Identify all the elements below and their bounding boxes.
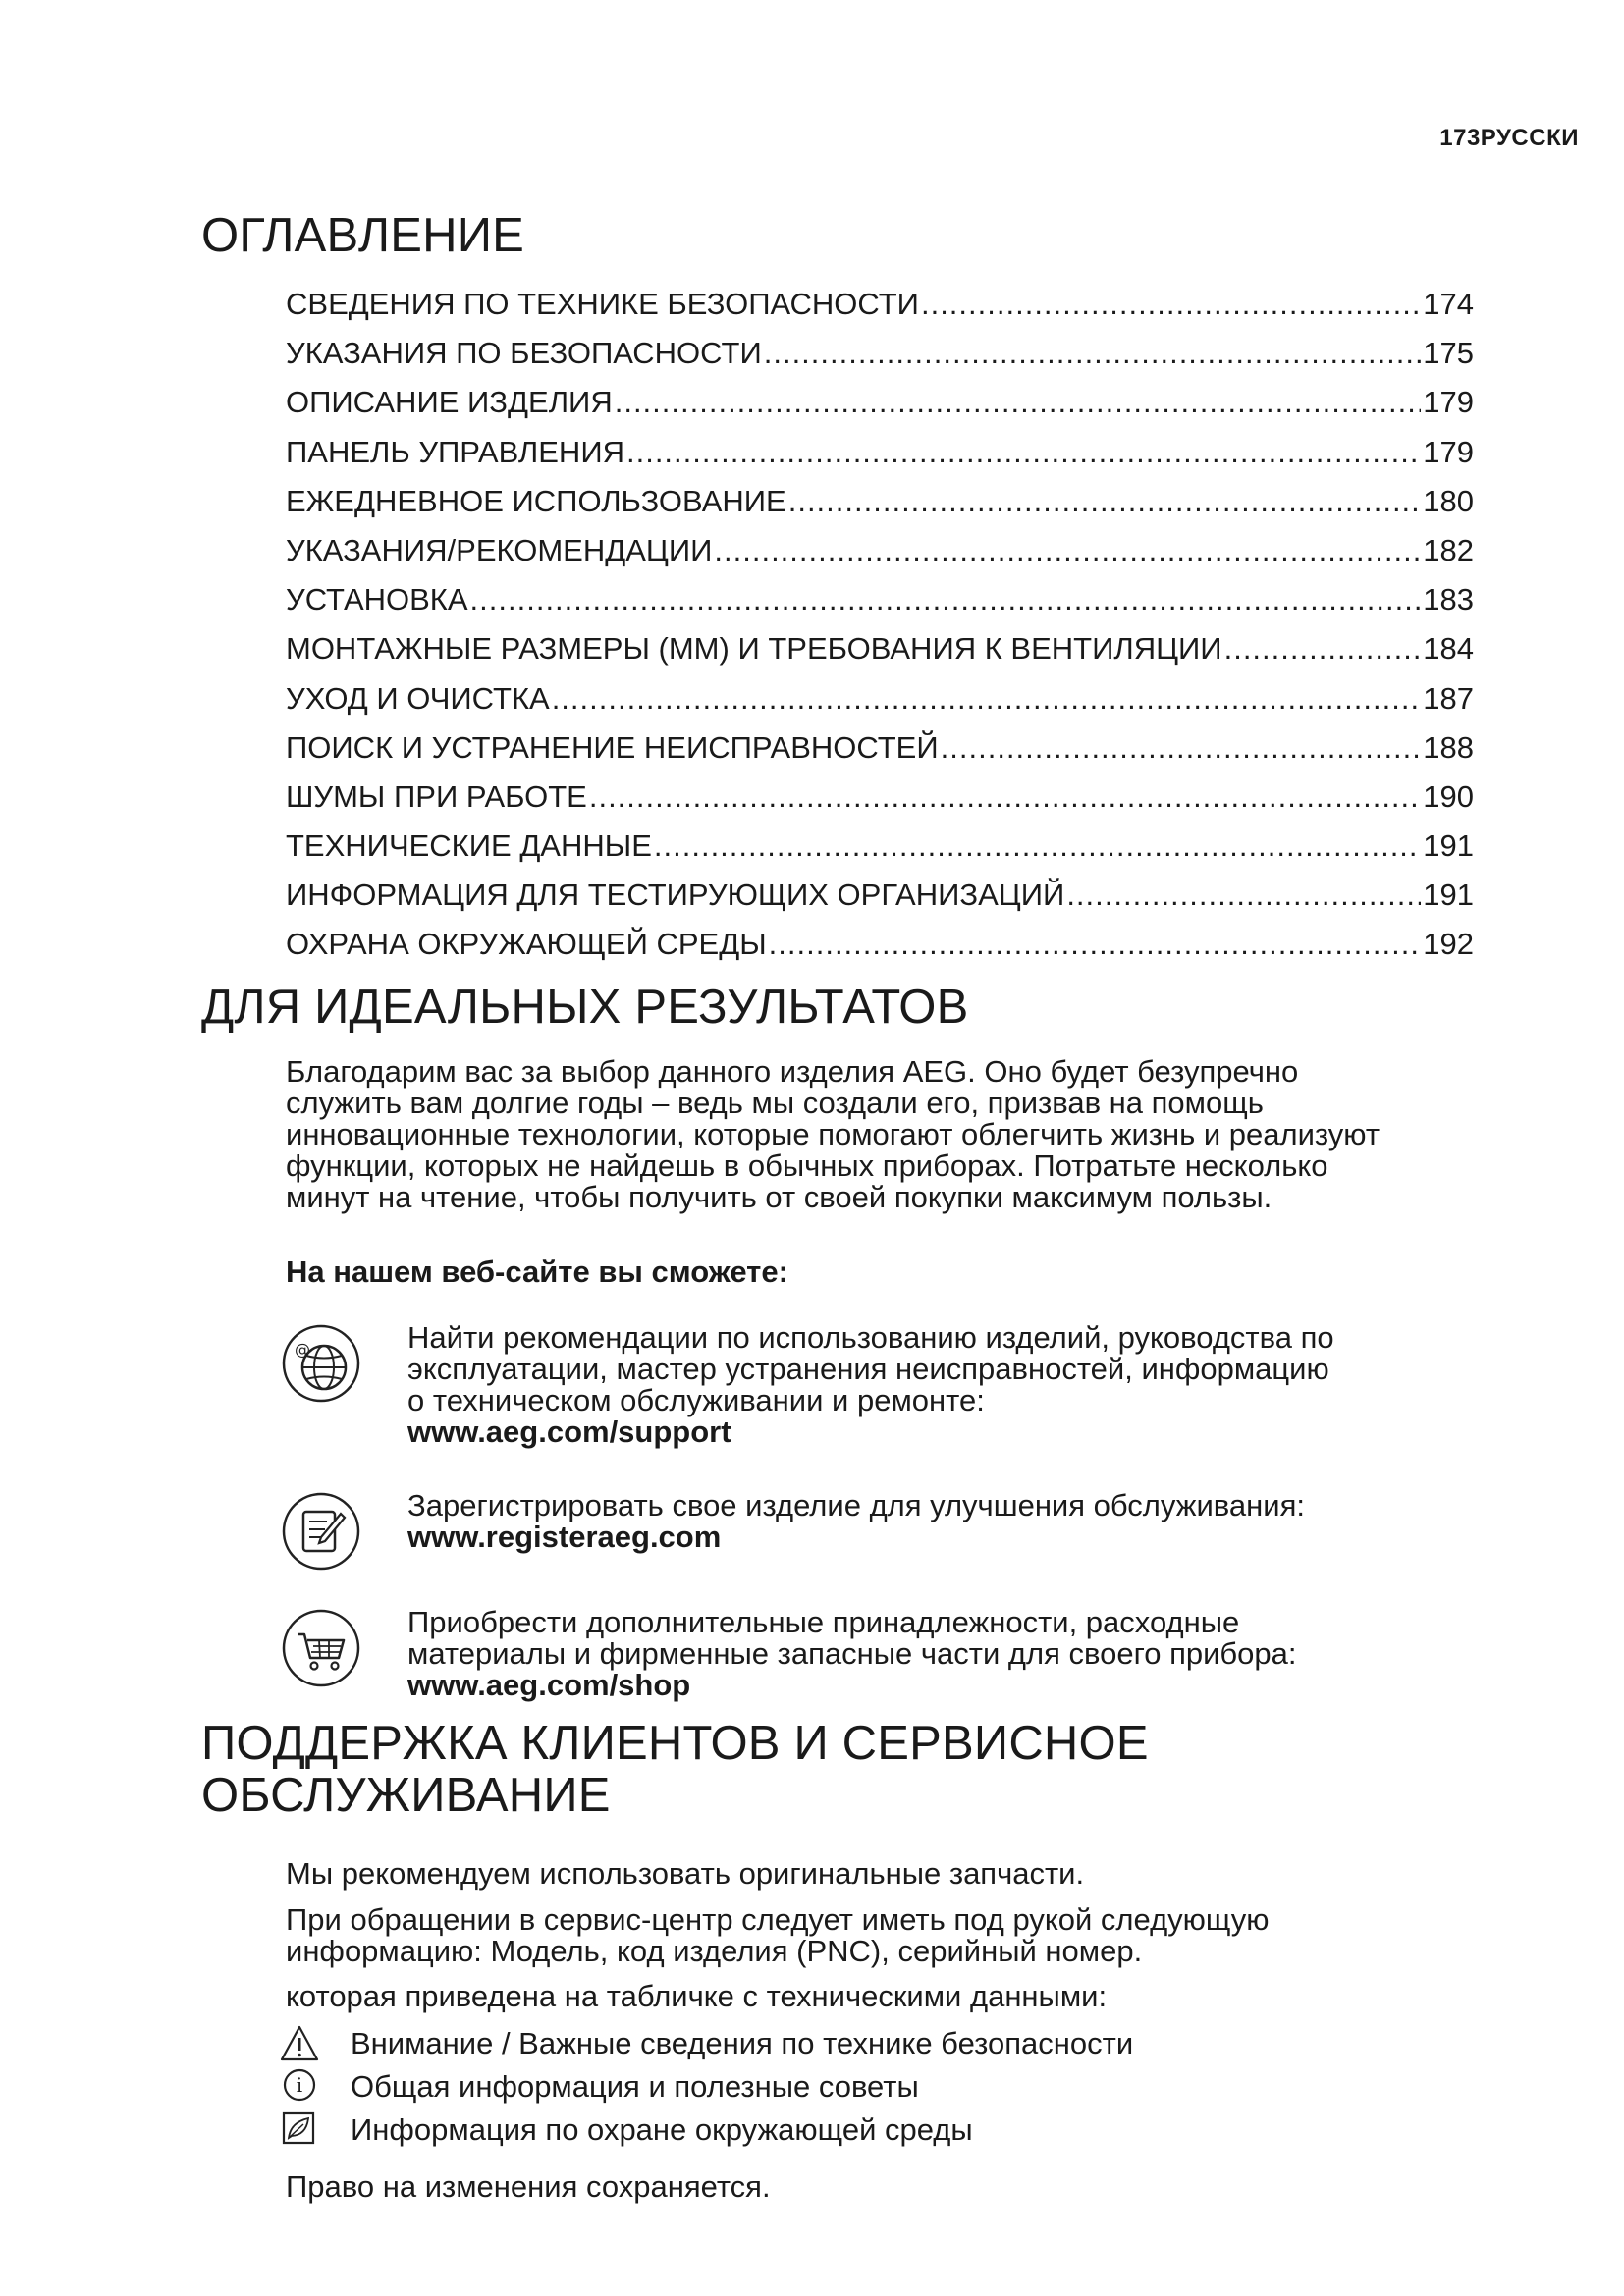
legend-text: Общая информация и полезные советы xyxy=(351,2069,919,2104)
intro-line: Благодарим вас за выбор данного изделия AEG. Оно будет безупречно xyxy=(286,1054,1299,1089)
intro-line: инновационные технологии, которые помогают облегчить жизнь и реализуют xyxy=(286,1117,1380,1151)
feature-line: материалы и фирменные запасные части для своего прибора: xyxy=(407,1636,1297,1671)
support-p3: которая приведена на табличке с техническими данными: xyxy=(286,1979,1108,2013)
toc-leader-dots xyxy=(788,484,1422,519)
toc-title: ОГЛАВЛЕНИЕ xyxy=(201,209,524,262)
toc-leader-dots xyxy=(615,385,1422,420)
info-icon xyxy=(280,2067,319,2107)
register-link[interactable]: www.registeraeg.com xyxy=(407,1520,722,1554)
toc-item-page: 179 xyxy=(1423,434,1474,469)
feature-line: Зарегистрировать свое изделие для улучшения обслуживания: xyxy=(407,1488,1305,1522)
toc-item-label: ШУМЫ ПРИ РАБОТЕ xyxy=(286,778,587,814)
support-p2-line: При обращении в сервис-центр следует иметь под рукой следующую xyxy=(286,1902,1270,1937)
toc-item-label: ТЕХНИЧЕСКИЕ ДАННЫЕ xyxy=(286,828,652,864)
cart-icon xyxy=(280,1607,362,1689)
toc-item-label: ИНФОРМАЦИЯ ДЛЯ ТЕСТИРУЮЩИХ ОРГАНИЗАЦИЙ xyxy=(286,878,1065,913)
register-icon xyxy=(280,1490,362,1573)
toc-item-page: 192 xyxy=(1423,927,1474,962)
table-of-contents xyxy=(286,287,1474,977)
toc-item-page: 182 xyxy=(1423,532,1474,567)
toc-item-label: УХОД И ОЧИСТКА xyxy=(286,680,550,716)
toc-leader-dots xyxy=(1224,631,1422,667)
toc-item[interactable] xyxy=(286,927,1474,976)
toc-item[interactable] xyxy=(286,435,1474,484)
feature-shop xyxy=(280,1607,1507,1715)
toc-item-page: 183 xyxy=(1423,582,1474,617)
toc-leader-dots xyxy=(921,287,1421,322)
toc-leader-dots xyxy=(764,336,1422,371)
toc-item-page: 191 xyxy=(1423,828,1474,864)
feature-text xyxy=(407,1490,1497,1553)
intro-line: функции, которых не найдешь в обычных приборах. Потратьте несколько xyxy=(286,1148,1328,1183)
feature-text xyxy=(407,1322,1497,1448)
toc-item-page: 187 xyxy=(1423,680,1474,716)
legend-text: Внимание / Важные сведения по технике безопасности xyxy=(351,2026,1134,2060)
toc-item-label: СВЕДЕНИЯ ПО ТЕХНИКЕ БЕЗОПАСНОСТИ xyxy=(286,287,919,321)
toc-item-label: ОХРАНА ОКРУЖАЮЩЕЙ СРЕДЫ xyxy=(286,927,767,962)
svg-text:i: i xyxy=(296,2073,303,2097)
leaf-icon xyxy=(280,2110,319,2150)
toc-leader-dots xyxy=(769,927,1422,962)
results-intro xyxy=(286,1056,1493,1213)
support-title-line: ОБСЛУЖИВАНИЕ xyxy=(201,1768,611,1822)
feature-line: Найти рекомендации по использованию изделий, руководства по xyxy=(407,1320,1334,1355)
intro-line: служить вам долгие годы – ведь мы создали его, призвав на помощь xyxy=(286,1086,1264,1120)
toc-item-page: 174 xyxy=(1423,287,1474,321)
warning-icon xyxy=(280,2024,319,2063)
svg-text:@: @ xyxy=(295,1340,310,1359)
toc-item[interactable] xyxy=(286,779,1474,828)
support-p1: Мы рекомендуем использовать оригинальные запчасти. xyxy=(286,1856,1085,1891)
toc-leader-dots xyxy=(552,681,1422,717)
feature-line: эксплуатации, мастер устранения неисправностей, информацию xyxy=(407,1352,1329,1386)
toc-item-page: 184 xyxy=(1423,631,1474,667)
toc-item-page: 179 xyxy=(1423,385,1474,420)
toc-item-page: 180 xyxy=(1423,483,1474,518)
toc-item[interactable] xyxy=(286,385,1474,434)
globe-icon xyxy=(280,1322,362,1405)
results-title: ДЛЯ ИДЕАЛЬНЫХ РЕЗУЛЬТАТОВ xyxy=(201,981,969,1034)
toc-item[interactable] xyxy=(286,533,1474,582)
feature-register xyxy=(280,1490,1507,1598)
toc-item[interactable] xyxy=(286,878,1474,927)
toc-leader-dots xyxy=(654,828,1421,864)
toc-item[interactable] xyxy=(286,730,1474,779)
toc-leader-dots xyxy=(589,779,1421,815)
toc-item-label: ЕЖЕДНЕВНОЕ ИСПОЛЬЗОВАНИЕ xyxy=(286,483,786,518)
toc-leader-dots xyxy=(714,533,1421,568)
feature-line: Приобрести дополнительные принадлежности, расходные xyxy=(407,1605,1240,1639)
legend-text: Информация по охране окружающей среды xyxy=(351,2112,973,2147)
toc-item-label: ОПИСАНИЕ ИЗДЕЛИЯ xyxy=(286,385,613,420)
toc-item-label: МОНТАЖНЫЕ РАЗМЕРЫ (ММ) И ТРЕБОВАНИЯ К ВЕНТИЛЯЦИИ xyxy=(286,631,1222,667)
support-title xyxy=(201,1718,1149,1822)
toc-item[interactable] xyxy=(286,631,1474,680)
toc-item-page: 191 xyxy=(1423,878,1474,913)
toc-item-page: 190 xyxy=(1423,778,1474,814)
toc-leader-dots xyxy=(470,582,1422,617)
toc-item-label: УКАЗАНИЯ ПО БЕЗОПАСНОСТИ xyxy=(286,336,762,371)
feature-line: о техническом обслуживании и ремонте: xyxy=(407,1383,985,1417)
toc-item[interactable] xyxy=(286,336,1474,385)
support-title-line: ПОДДЕРЖКА КЛИЕНТОВ И СЕРВИСНОЕ xyxy=(201,1717,1149,1770)
toc-leader-dots xyxy=(941,730,1422,766)
toc-item[interactable] xyxy=(286,681,1474,730)
toc-item-page: 188 xyxy=(1423,729,1474,765)
toc-item-label: ПАНЕЛЬ УПРАВЛЕНИЯ xyxy=(286,434,624,469)
toc-item[interactable] xyxy=(286,287,1474,336)
toc-item-label: УКАЗАНИЯ/РЕКОМЕНДАЦИИ xyxy=(286,532,713,567)
toc-item-page: 175 xyxy=(1423,336,1474,371)
support-p2 xyxy=(286,1904,1493,1967)
toc-leader-dots xyxy=(626,435,1421,470)
intro-line: минут на чтение, чтобы получить от своей покупки максимум пользы. xyxy=(286,1180,1272,1214)
toc-item-label: УСТАНОВКА xyxy=(286,582,468,617)
website-heading: На нашем веб-сайте вы сможете: xyxy=(286,1255,788,1289)
toc-item[interactable] xyxy=(286,582,1474,631)
page-header: 173РУССКИ xyxy=(1439,125,1579,151)
footer-note: Право на изменения сохраняется. xyxy=(286,2169,771,2204)
feature-support xyxy=(280,1320,1507,1449)
support-p2-line: информацию: Модель, код изделия (PNC), серийный номер. xyxy=(286,1934,1143,1968)
toc-item-label: ПОИСК И УСТРАНЕНИЕ НЕИСПРАВНОСТЕЙ xyxy=(286,729,939,765)
toc-item[interactable] xyxy=(286,484,1474,533)
toc-leader-dots xyxy=(1066,878,1421,913)
feature-text xyxy=(407,1607,1497,1701)
support-link[interactable]: www.aeg.com/support xyxy=(407,1415,731,1449)
shop-link[interactable]: www.aeg.com/shop xyxy=(407,1668,691,1702)
toc-item[interactable] xyxy=(286,828,1474,878)
